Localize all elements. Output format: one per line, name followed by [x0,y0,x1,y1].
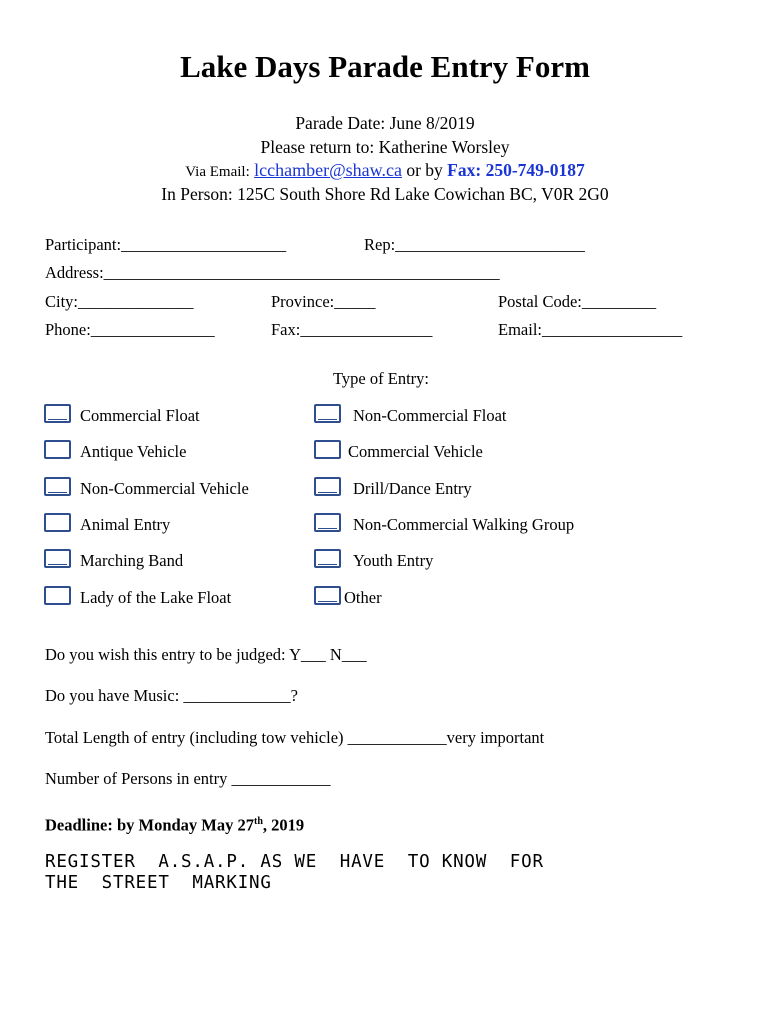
city-field[interactable]: City:______________ [45,292,194,311]
option-label: Commercial Vehicle [348,442,483,461]
return-to: Please return to: Katherine Worsley [260,137,510,157]
email-field[interactable]: Email:_________________ [498,320,683,339]
option-label: Commercial Float [80,406,200,425]
option-label: Other [344,588,382,607]
deadline-prefix: Deadline: by Monday May 27 [45,815,255,835]
music-question[interactable]: Do you have Music: _____________? [45,686,298,705]
option-label: Lady of the Lake Float [80,588,232,607]
option-label: Drill/Dance Entry [353,479,472,498]
fax-number: Fax: 250-749-0187 [447,160,585,180]
checkbox-other[interactable] [314,586,341,605]
rep-field[interactable]: Rep:_______________________ [364,235,585,254]
checkbox-lady-of-the-lake-float[interactable] [44,586,71,605]
checkbox-non-commercial-float[interactable] [314,404,341,423]
checkbox-animal-entry[interactable] [44,513,71,532]
option-label: Non-Commercial Float [353,406,507,425]
deadline-superscript: th [254,816,263,827]
option-label: Youth Entry [353,551,434,570]
email-link[interactable]: lcchamber@shaw.ca [254,160,402,180]
checkbox-drill-dance-entry[interactable] [314,477,341,496]
checkbox-youth-entry[interactable] [314,549,341,568]
via-email-label: Via Email: [185,164,250,180]
option-label: Non-Commercial Vehicle [80,479,249,498]
fax-field[interactable]: Fax:________________ [271,320,433,339]
address-field[interactable]: Address:________________________________________________ [45,263,500,282]
province-field[interactable]: Province:_____ [271,292,376,311]
judged-question[interactable]: Do you wish this entry to be judged: Y___ N___ [45,645,367,664]
checkbox-marching-band[interactable] [44,549,71,568]
deadline-suffix: , 2019 [262,815,305,835]
entry-type-heading: Type of Entry: [333,369,429,388]
checkbox-non-commercial-vehicle[interactable] [44,477,71,496]
register-notice: REGISTER A.S.A.P. AS WE HAVE TO KNOW FOR THE STREET MARKING [45,852,544,893]
participant-field[interactable]: Participant:____________________ [45,235,287,254]
in-person-address: In Person: 125C South Shore Rd Lake Cowichan BC, V0R 2G0 [161,184,609,204]
checkbox-non-commercial-walking-group[interactable] [314,513,341,532]
option-label: Antique Vehicle [80,442,187,461]
phone-field[interactable]: Phone:_______________ [45,320,215,339]
form-title: Lake Days Parade Entry Form [180,49,590,84]
option-label: Non-Commercial Walking Group [353,515,575,534]
deadline [45,812,304,836]
option-label: Marching Band [80,551,184,570]
contact-line [0,159,770,183]
checkbox-commercial-float[interactable] [44,404,71,423]
checkbox-antique-vehicle[interactable] [44,440,71,459]
length-question[interactable]: Total Length of entry (including tow vehicle) ____________very important [45,728,545,747]
postal-code-field[interactable]: Postal Code:_________ [498,292,657,311]
option-label: Animal Entry [80,515,171,534]
checkbox-commercial-vehicle[interactable] [314,440,341,459]
or-by-text: or by [406,160,443,180]
parade-date: Parade Date: June 8/2019 [295,113,475,133]
persons-question[interactable]: Number of Persons in entry ____________ [45,769,331,788]
